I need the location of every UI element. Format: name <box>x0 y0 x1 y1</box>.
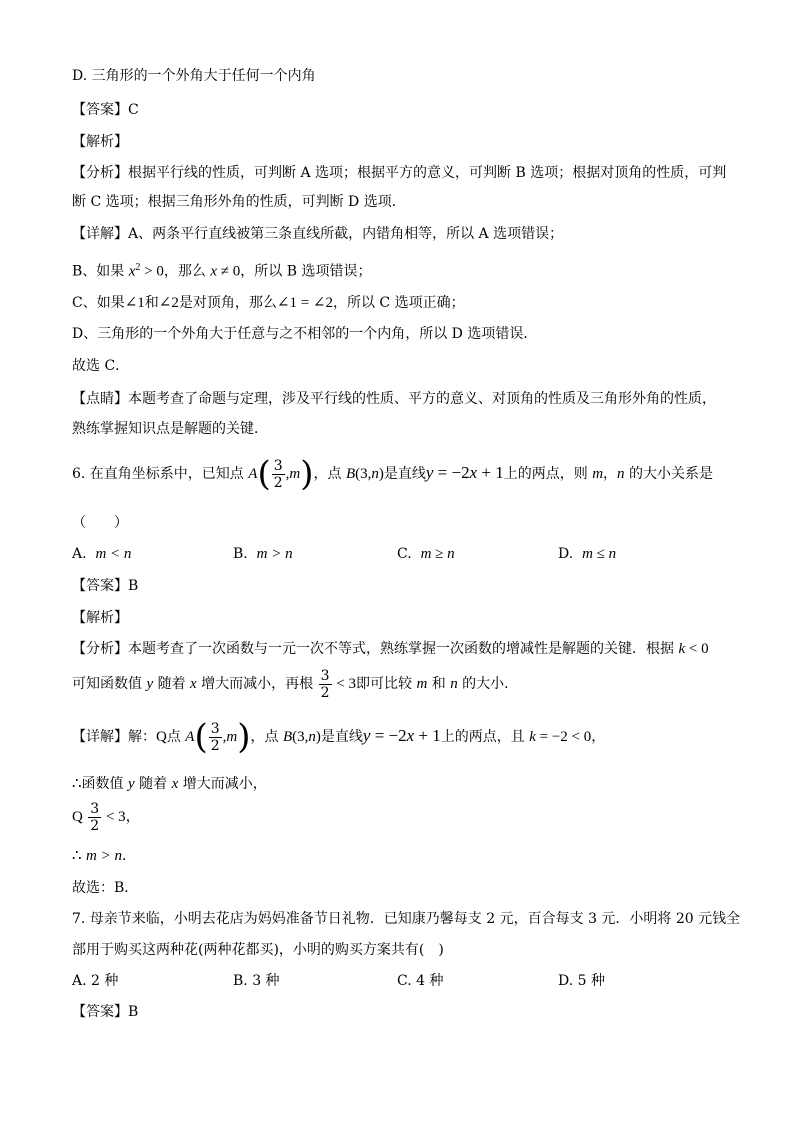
point-a: A <box>248 466 258 482</box>
opt-label: D. <box>558 546 574 562</box>
var-m-2: m <box>592 466 604 482</box>
point-a: A <box>185 729 195 745</box>
paren-open: ( <box>257 454 271 494</box>
therefore-text-b: 随着 <box>134 776 172 792</box>
q5-detail-c <box>72 294 465 312</box>
opt-c-formula: m ≥ n <box>420 546 455 562</box>
var-x: x <box>190 676 197 692</box>
q5-choose: 故选 C． <box>72 358 130 374</box>
var-k: k <box>529 729 536 745</box>
q6-therefore-line <box>72 775 267 793</box>
formula-exponent: 2 <box>135 262 141 273</box>
point-b-coords: (3,n) <box>292 729 321 745</box>
q6-option-a[interactable] <box>72 545 131 563</box>
dianjing-text: 本题考查了命题与定理，涉及平行线的性质、平方的意义、对顶角的性质及三角形外角的性质， <box>128 391 716 407</box>
q5-detail-a <box>72 225 563 243</box>
answer-value: C <box>128 102 139 118</box>
q6-stem-text-2: ，点 <box>313 466 346 482</box>
formula-x-squared: x <box>128 263 136 280</box>
therefore-symbol: ∴ <box>72 776 82 792</box>
detail-tag: 【详解】 <box>72 226 128 242</box>
opt-b-formula: m > n <box>256 546 293 562</box>
q6-fenxi-line-2 <box>72 664 518 704</box>
opt-label: A. <box>72 546 87 562</box>
q5-dianjing-line-1 <box>72 390 716 408</box>
detail-b-text-1: B、如果 <box>72 263 129 280</box>
formula-angle-eq: ∠1 = ∠2 <box>276 295 333 311</box>
answer-value: B <box>128 578 139 594</box>
q6-option-d[interactable] <box>558 545 616 563</box>
therefore-text-a: 函数值 <box>81 776 128 792</box>
q6-analysis-title: 【解析】 <box>72 610 128 626</box>
q5-detail-b <box>72 259 371 281</box>
var-y: y <box>128 776 135 792</box>
because-symbol: Q <box>72 809 83 825</box>
formula-x-ne-zero: x <box>210 263 218 280</box>
formula-ne-zero: ≠ 0 <box>217 263 241 280</box>
fenxi-text-2e: 和 <box>427 676 451 692</box>
opt-a-formula: m < n <box>95 546 132 562</box>
lt-three: < 3 <box>102 809 126 825</box>
q7-answer <box>72 1003 138 1021</box>
fraction-3-2: $\frac{3}{2}$ <box>210 720 220 754</box>
q7-stem-line-1: 7. 母亲节来临，小明去花店为妈妈准备节日礼物．已知康乃馨每支 2 元，百合每支 3 元．小明将 20 元钱全 <box>72 911 741 927</box>
therefore-symbol: ∴ <box>72 848 82 864</box>
formula-angle-2: ∠2 <box>158 295 179 311</box>
q7-option-c[interactable]: C. 4 种 <box>397 973 444 989</box>
opt-label: B. <box>233 546 248 562</box>
q5-fenxi-line-2: 断 C 选项；根据三角形外角的性质，可判断 D 选项． <box>72 194 406 210</box>
conclusion-text: ． <box>121 848 136 864</box>
fenxi-text-2d: 即可比较 <box>356 676 417 692</box>
fraction-3-2: $\frac{3}{2}$ <box>320 667 330 701</box>
dianjing-tag: 【点睛】 <box>72 391 128 407</box>
detail-text-1e: 上的两点，且 <box>440 729 530 745</box>
detail-text-1b: 点 <box>166 729 186 745</box>
var-n: n <box>450 676 458 692</box>
fenxi-text-2a: 可知函数值 <box>72 676 147 692</box>
line-equation-rhs: = −2x + 1 <box>433 463 504 482</box>
detail-c-text-4: ，所以 C 选项正确； <box>332 295 465 311</box>
therefore-text-c: 增大而减小， <box>178 776 267 792</box>
detail-text-1d: 是直线 <box>320 729 363 745</box>
lt-zero: < 0 <box>685 641 709 657</box>
fenxi-text: 根据平行线的性质，可判断 A 选项；根据平方的意义，可判断 B 选项；根据对顶角的性质，可判 <box>128 165 727 181</box>
q7-option-b[interactable]: B. 3 种 <box>233 973 280 989</box>
q6-stem-text-6: 的大小关系是 <box>624 466 713 482</box>
m-gt-n: m > n <box>86 848 122 864</box>
detail-a-text: A、两条平行直线被第三条直线所截，内错角相等，所以 A 选项错误； <box>128 226 564 242</box>
comma: , <box>285 466 290 482</box>
fraction-3-2: $\frac{3}{2}$ <box>90 800 100 834</box>
detail-text-1a: 解： <box>128 729 156 745</box>
var-m: m <box>289 466 301 482</box>
since-text: ， <box>125 809 140 825</box>
fraction-3-2: $\frac{3}{2}$ <box>273 457 283 491</box>
because-symbol: Q <box>156 729 167 745</box>
line-equation-rhs: = −2x + 1 <box>370 726 441 745</box>
q7-stem-line-2: 部用于购买这两种花(两种花都买)，小明的购买方案共有( ) <box>72 942 444 958</box>
q6-option-b[interactable] <box>233 545 293 563</box>
line-equation: y <box>362 726 371 745</box>
q6-option-c[interactable] <box>397 545 455 563</box>
lt-three: < 3 <box>332 676 356 692</box>
k-value: = −2 < 0 <box>535 729 592 745</box>
q5-fenxi-line-1 <box>72 164 726 182</box>
q5-analysis-title: 【解析】 <box>72 134 128 150</box>
q6-stem-text-5: ， <box>603 466 618 482</box>
opt-label: C. <box>397 546 412 562</box>
var-x: x <box>171 776 179 792</box>
var-y: y <box>146 676 154 692</box>
fenxi-text-1: 本题考查了一次函数与一元一次不等式，熟练掌握一次函数的增减性是解题的关键．根据 <box>128 641 679 657</box>
fenxi-text-2b: 随着 <box>153 676 191 692</box>
line-equation: y <box>425 463 434 482</box>
detail-b-text-3: ，所以 B 选项错误； <box>240 263 372 280</box>
q6-stem-text-4: 上的两点，则 <box>503 466 593 482</box>
k-lt-0: k <box>678 641 686 657</box>
comma: , <box>222 729 227 745</box>
q6-since-line <box>72 797 140 837</box>
fenxi-text-2c: 增大而减小，再根 <box>196 676 318 692</box>
answer-tag: 【答案】 <box>72 102 128 118</box>
paren-open: ( <box>194 717 208 757</box>
detail-c-text-3: 是对顶角，那么 <box>178 295 277 311</box>
q5-dianjing-line-2: 熟练掌握知识点是解题的关键． <box>72 421 268 437</box>
detail-text-1c: ，点 <box>250 729 283 745</box>
paren-close: ) <box>237 717 251 757</box>
opt-d-formula: m ≤ n <box>582 546 617 562</box>
q7-option-d[interactable]: D. 5 种 <box>558 973 605 989</box>
detail-b-text-2: ，那么 <box>163 263 211 280</box>
q6-answer <box>72 577 138 595</box>
detail-tag: 【详解】 <box>72 729 128 745</box>
q6-choose: 故选：B． <box>72 880 139 896</box>
q6-fenxi-line-1 <box>72 640 709 658</box>
q5-detail-d: D、三角形的一个外角大于任意与之不相邻的一个内角，所以 D 选项错误． <box>72 326 538 342</box>
q5-answer <box>72 101 139 119</box>
var-n: n <box>617 466 625 482</box>
answer-value: B <box>128 1004 139 1020</box>
detail-text-1f: ， <box>591 729 606 745</box>
q6-stem-text-3: 是直线 <box>383 466 426 482</box>
fenxi-tag: 【分析】 <box>72 641 128 657</box>
point-b-coords: (3,n) <box>355 466 384 482</box>
q7-option-a[interactable]: A. 2 种 <box>72 973 119 989</box>
answer-tag: 【答案】 <box>72 578 128 594</box>
formula-angle-1: ∠1 <box>124 295 145 311</box>
var-m: m <box>226 729 238 745</box>
q6-stem <box>72 453 713 493</box>
var-m: m <box>416 676 428 692</box>
paren-close: ) <box>300 454 314 494</box>
q6-detail-line-1 <box>72 716 605 756</box>
fenxi-tag: 【分析】 <box>72 165 128 181</box>
detail-c-text-1: C、如果 <box>72 295 125 311</box>
formula-gt-zero: > 0 <box>140 263 164 280</box>
detail-c-text-2: 和 <box>144 295 159 311</box>
fenxi-text-2f: 的大小． <box>457 676 519 692</box>
q6-conclusion <box>72 847 136 865</box>
q6-paren: （ ） <box>72 515 128 531</box>
point-b: B <box>282 729 293 745</box>
point-b: B <box>345 466 356 482</box>
answer-tag: 【答案】 <box>72 1004 128 1020</box>
q5-option-d: D. 三角形的一个外角大于任何一个内角 <box>72 68 316 84</box>
q6-stem-text-1: 6. 在直角坐标系中，已知点 <box>72 466 249 482</box>
